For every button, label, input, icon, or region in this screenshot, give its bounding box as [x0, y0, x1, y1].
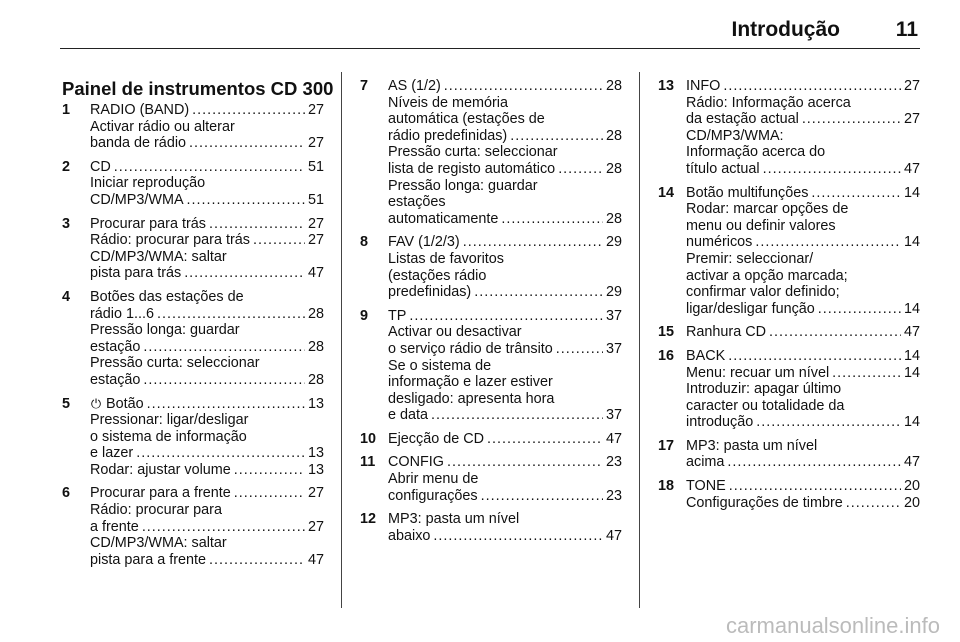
- entry-line: [686, 478, 920, 495]
- entry-number: 17: [658, 437, 675, 454]
- page-title: Introdução: [731, 18, 840, 41]
- dot-leader: [192, 102, 305, 119]
- entry-line: [388, 391, 622, 408]
- entry-line: [686, 111, 920, 128]
- column-1: [62, 78, 334, 575]
- index-entry: [658, 185, 920, 318]
- page-reference[interactable]: 23: [605, 454, 622, 471]
- dot-leader: [447, 454, 603, 471]
- index-entry: [62, 485, 324, 568]
- entry-number: 1: [62, 102, 71, 118]
- entry-text: Rodar: ajustar volume: [90, 461, 231, 478]
- dot-leader: [143, 339, 305, 356]
- entry-line: [90, 159, 324, 176]
- entry-text: introdução: [686, 414, 754, 431]
- entry-line: [90, 412, 324, 429]
- page-reference[interactable]: 28: [307, 305, 324, 322]
- page-reference[interactable]: 27: [307, 135, 324, 152]
- entry-text: Se o sistema de: [388, 357, 492, 374]
- page-reference[interactable]: 20: [903, 478, 920, 495]
- entry-text: TONE: [686, 478, 726, 495]
- entry-number: 15: [658, 324, 675, 341]
- entry-text: Rádio: Informação acerca: [686, 94, 851, 111]
- entry-text: Ranhura CD: [686, 324, 766, 341]
- entry-text: desligado: apresenta hora: [388, 390, 555, 407]
- entry-text: CD: [90, 158, 111, 175]
- column-divider: [341, 72, 342, 608]
- entry-text: Ejecção de CD: [388, 430, 484, 447]
- entry-line: [388, 308, 622, 325]
- dot-leader: [728, 348, 901, 365]
- dot-leader: [763, 161, 901, 178]
- entry-line: [686, 348, 920, 365]
- page-reference[interactable]: 28: [605, 160, 622, 177]
- dot-leader: [802, 111, 901, 128]
- entry-text: Activar rádio ou alterar: [90, 118, 235, 135]
- entry-line: [90, 462, 324, 479]
- entry-text: (estações rádio: [388, 267, 487, 284]
- entry-line: [90, 102, 324, 119]
- watermark: carmanualsonline.info: [725, 613, 940, 638]
- dot-leader: [253, 232, 305, 249]
- dot-leader: [723, 78, 901, 95]
- page-reference[interactable]: 14: [903, 414, 920, 431]
- dot-leader: [558, 161, 603, 178]
- entry-text: informação e lazer estiver: [388, 374, 553, 391]
- dot-leader: [136, 445, 305, 462]
- page-reference[interactable]: 14: [903, 184, 920, 201]
- index-entry: [62, 289, 324, 389]
- dot-leader: [234, 485, 305, 502]
- dot-leader: [189, 135, 305, 152]
- dot-leader: [433, 528, 603, 545]
- entry-line: [90, 535, 324, 552]
- entry-line: [686, 495, 920, 512]
- dot-leader: [769, 324, 901, 341]
- entry-number: 2: [62, 158, 71, 175]
- entry-line: [686, 454, 920, 471]
- index-entry: [658, 478, 920, 511]
- entry-text: configurações: [388, 487, 478, 504]
- entry-line: [686, 95, 920, 112]
- entry-line: [686, 185, 920, 202]
- page-reference[interactable]: 27: [903, 78, 920, 94]
- dot-leader: [444, 78, 603, 95]
- entry-text: Pressão curta: seleccionar: [388, 144, 558, 161]
- index-entry: [62, 102, 324, 152]
- page-reference[interactable]: 23: [605, 487, 622, 504]
- page-reference[interactable]: 13: [307, 461, 324, 478]
- index-entry: [360, 78, 622, 227]
- entry-text: automática (estações de: [388, 111, 545, 128]
- entry-line: [686, 301, 920, 318]
- index-entry: [658, 348, 920, 431]
- entry-line: [686, 218, 920, 235]
- entry-text: caracter ou totalidade da: [686, 397, 845, 414]
- index-entry: [360, 454, 622, 504]
- entry-line: [90, 265, 324, 282]
- page-reference[interactable]: 47: [903, 160, 920, 177]
- entry-text: FAV (1/2/3): [388, 234, 460, 251]
- page-reference[interactable]: 27: [307, 232, 324, 249]
- entry-line: [90, 192, 324, 209]
- entry-line: [90, 135, 324, 152]
- page-reference[interactable]: 14: [903, 364, 920, 381]
- entry-text: banda de rádio: [90, 135, 187, 152]
- entry-text: Rodar: marcar opções de: [686, 201, 849, 218]
- index-entry: [360, 511, 622, 544]
- index-entry: [360, 308, 622, 424]
- entry-line: [388, 78, 622, 95]
- dot-leader: [184, 265, 305, 282]
- entry-text: automaticamente: [388, 210, 499, 227]
- entry-line: [686, 251, 920, 268]
- entry-text: BACK: [686, 347, 726, 364]
- dot-leader: [142, 519, 305, 536]
- entry-line: [90, 322, 324, 339]
- entry-line: [90, 355, 324, 372]
- entry-text: acima: [686, 454, 725, 471]
- page-reference[interactable]: 28: [605, 78, 622, 94]
- dot-leader: [187, 192, 305, 209]
- dot-leader: [157, 306, 305, 323]
- page-reference[interactable]: 27: [307, 102, 324, 118]
- entry-text: e data: [388, 407, 429, 424]
- dot-leader: [846, 495, 901, 512]
- page-reference[interactable]: 47: [903, 454, 920, 471]
- dot-leader: [143, 372, 305, 389]
- entry-line: [388, 407, 622, 424]
- entry-number: 12: [360, 511, 377, 528]
- entry-line: [388, 95, 622, 112]
- entry-line: [388, 374, 622, 391]
- section-title: Painel de instrumentos CD 300: [62, 78, 334, 99]
- entry-number: 18: [658, 478, 675, 495]
- entry-text: Procurar para trás: [90, 215, 206, 232]
- entry-line: [388, 194, 622, 211]
- page-reference[interactable]: 13: [307, 395, 324, 412]
- entry-line: [388, 284, 622, 301]
- entry-number: 14: [658, 184, 675, 201]
- entry-line: [388, 324, 622, 341]
- entry-text: Introduzir: apagar último: [686, 381, 842, 398]
- entry-text: predefinidas): [388, 284, 472, 301]
- page-reference[interactable]: 51: [307, 191, 324, 208]
- entry-number: 4: [62, 288, 71, 305]
- page-reference[interactable]: 27: [307, 518, 324, 535]
- entry-text: Premir: seleccionar/: [686, 250, 814, 267]
- entry-text: estação: [90, 338, 141, 355]
- entry-text: CD/MP3/WMA: saltar: [90, 535, 227, 552]
- index-entry: [658, 438, 920, 471]
- entry-line: [686, 381, 920, 398]
- entry-text: Pressão longa: guardar: [90, 322, 240, 339]
- entry-line: [90, 519, 324, 536]
- page-number: 11: [895, 18, 918, 41]
- dot-leader: [487, 431, 603, 448]
- entry-number: 10: [360, 430, 377, 447]
- page-reference[interactable]: 28: [307, 371, 324, 388]
- entry-text: Botão multifunções: [686, 184, 809, 201]
- page-reference[interactable]: 29: [605, 234, 622, 251]
- entry-text: numéricos: [686, 234, 753, 251]
- entry-text: Botões das estações de: [90, 288, 244, 305]
- entry-text: activar a opção marcada;: [686, 267, 848, 284]
- entry-line: [388, 488, 622, 505]
- entry-line: [388, 358, 622, 375]
- entry-text: ligar/desligar função: [686, 300, 815, 317]
- index-entry: [360, 431, 622, 448]
- dot-leader: [501, 211, 603, 228]
- entry-number: 11: [360, 454, 376, 471]
- entry-text: a frente: [90, 518, 139, 535]
- dot-leader: [234, 462, 305, 479]
- entry-text: o serviço rádio de trânsito: [388, 340, 553, 357]
- dot-leader: [474, 284, 603, 301]
- entry-line: [388, 471, 622, 488]
- page-reference[interactable]: 28: [307, 338, 324, 355]
- entry-line: [90, 306, 324, 323]
- entry-line: [686, 78, 920, 95]
- entry-line: [90, 216, 324, 233]
- page-reference[interactable]: 20: [903, 494, 920, 511]
- entry-line: [90, 289, 324, 306]
- entry-number: 5: [62, 395, 71, 412]
- entry-text: Pressão curta: seleccionar: [90, 355, 260, 372]
- entry-text: Listas de favoritos: [388, 250, 504, 267]
- dot-leader: [811, 185, 901, 202]
- entry-text: título actual: [686, 160, 760, 177]
- page-reference[interactable]: 37: [605, 407, 622, 424]
- page-reference[interactable]: 14: [903, 347, 920, 364]
- page-reference[interactable]: 37: [605, 307, 622, 324]
- entry-text: da estação actual: [686, 111, 799, 128]
- dot-leader: [209, 216, 305, 233]
- entry-text: pista para trás: [90, 265, 182, 282]
- entry-text: rádio 1...6: [90, 305, 154, 322]
- entry-text: MP3: pasta um nível: [388, 511, 520, 528]
- entry-text: abaixo: [388, 527, 431, 544]
- index-entry: [62, 159, 324, 209]
- entry-text: CD/MP3/WMA: [90, 191, 184, 208]
- index-entry: [360, 234, 622, 300]
- entry-number: 9: [360, 307, 369, 324]
- entry-number: 13: [658, 78, 675, 94]
- entry-text: Informação acerca do: [686, 144, 826, 161]
- entry-number: 3: [62, 215, 71, 232]
- page-reference[interactable]: 47: [605, 527, 622, 544]
- entry-text: CD/MP3/WMA: saltar: [90, 248, 227, 265]
- entry-text: estação: [90, 371, 141, 388]
- entry-text: e lazer: [90, 445, 134, 462]
- dot-leader: [431, 407, 603, 424]
- entry-line: [388, 178, 622, 195]
- entry-text: CONFIG: [388, 454, 444, 471]
- dot-leader: [209, 552, 305, 569]
- entry-number: 8: [360, 234, 369, 251]
- entry-line: [686, 144, 920, 161]
- entry-line: [388, 341, 622, 358]
- dot-leader: [756, 414, 901, 431]
- entry-text: Configurações de timbre: [686, 494, 843, 511]
- entry-line: [388, 234, 622, 251]
- dot-leader: [832, 365, 901, 382]
- entry-line: [90, 445, 324, 462]
- entry-line: [686, 234, 920, 251]
- entry-text: Pressão longa: guardar: [388, 177, 538, 194]
- entry-line: [388, 511, 622, 528]
- entry-text: Activar ou desactivar: [388, 324, 522, 341]
- dot-leader: [818, 301, 901, 318]
- entry-line: [90, 232, 324, 249]
- page-reference[interactable]: 14: [903, 234, 920, 251]
- entry-line: [90, 372, 324, 389]
- page-reference[interactable]: 27: [903, 111, 920, 128]
- entry-text: AS (1/2): [388, 78, 441, 94]
- page-header: [60, 14, 920, 49]
- entry-line: [686, 201, 920, 218]
- entry-line: [388, 161, 622, 178]
- entry-line: [90, 502, 324, 519]
- page-reference[interactable]: 27: [307, 485, 324, 502]
- entry-text: lista de registo automático: [388, 160, 556, 177]
- entry-number: 16: [658, 347, 675, 364]
- dot-leader: [727, 454, 901, 471]
- page-reference[interactable]: 47: [903, 324, 920, 341]
- page-reference[interactable]: 51: [307, 158, 324, 175]
- entry-line: [90, 552, 324, 569]
- page-reference[interactable]: 13: [307, 445, 324, 462]
- entry-text: MP3: pasta um nível: [686, 437, 818, 454]
- entry-text: Rádio: procurar para: [90, 502, 222, 519]
- entry-line: [686, 414, 920, 431]
- entry-text: TP: [388, 307, 407, 324]
- page-reference[interactable]: 28: [605, 210, 622, 227]
- entry-line: [388, 431, 622, 448]
- entry-text: confirmar valor definido;: [686, 284, 840, 301]
- dot-leader: [409, 308, 603, 325]
- column-2: [360, 78, 622, 551]
- entry-line: [686, 128, 920, 145]
- entry-line: [388, 251, 622, 268]
- page-reference[interactable]: 37: [605, 340, 622, 357]
- page-reference[interactable]: 47: [307, 551, 324, 568]
- entry-line: [388, 128, 622, 145]
- entry-line: [90, 119, 324, 136]
- index-entry: [62, 396, 324, 479]
- entry-line: [388, 111, 622, 128]
- entry-text: RADIO (BAND): [90, 102, 190, 118]
- entry-text: Menu: recuar um nível: [686, 364, 830, 381]
- dot-leader: [147, 396, 305, 413]
- entry-text: INFO: [686, 78, 721, 94]
- entry-text: Rádio: procurar para trás: [90, 232, 250, 249]
- entry-line: [388, 454, 622, 471]
- entry-number: 7: [360, 78, 369, 94]
- entry-text: rádio predefinidas): [388, 127, 508, 144]
- page-reference[interactable]: 27: [307, 215, 324, 232]
- entry-line: [686, 324, 920, 341]
- entry-line: [686, 438, 920, 455]
- entry-number: 6: [62, 485, 71, 502]
- index-entry: [658, 324, 920, 341]
- dot-leader: [755, 234, 901, 251]
- entry-line: [686, 161, 920, 178]
- entry-text: Pressionar: ligar/desligar: [90, 412, 249, 429]
- entry-line: [686, 398, 920, 415]
- entry-line: [686, 284, 920, 301]
- entry-line: [90, 396, 324, 413]
- page-reference[interactable]: 29: [605, 284, 622, 301]
- dot-leader: [481, 488, 603, 505]
- dot-leader: [510, 128, 603, 145]
- dot-leader: [463, 234, 603, 251]
- entry-line: [90, 429, 324, 446]
- dot-leader: [556, 341, 603, 358]
- entry-text: Procurar para a frente: [90, 485, 231, 502]
- column-3: [658, 78, 920, 518]
- page-reference[interactable]: 47: [307, 265, 324, 282]
- entry-text: CD/MP3/WMA:: [686, 127, 784, 144]
- entry-line: [388, 211, 622, 228]
- entry-line: [90, 249, 324, 266]
- dot-leader: [114, 159, 305, 176]
- entry-text: o sistema de informação: [90, 428, 247, 445]
- entry-text: Níveis de memória: [388, 94, 508, 111]
- page-reference[interactable]: 47: [605, 430, 622, 447]
- entry-text: pista para a frente: [90, 551, 206, 568]
- page-reference[interactable]: 14: [903, 300, 920, 317]
- entry-line: [686, 365, 920, 382]
- power-icon: ⏻: [90, 395, 102, 411]
- entry-text: Abrir menu de: [388, 471, 479, 488]
- dot-leader: [729, 478, 901, 495]
- entry-line: [686, 268, 920, 285]
- entry-text: Botão: [106, 395, 144, 412]
- entry-line: [90, 339, 324, 356]
- column-divider: [639, 72, 640, 608]
- entry-text: Iniciar reprodução: [90, 175, 206, 192]
- entry-line: [388, 144, 622, 161]
- entry-line: [90, 485, 324, 502]
- page-reference[interactable]: 28: [605, 127, 622, 144]
- entry-text: estações: [388, 194, 446, 211]
- index-entry: [658, 78, 920, 178]
- entry-text: menu ou definir valores: [686, 217, 836, 234]
- index-entry: [62, 216, 324, 282]
- entry-line: [388, 528, 622, 545]
- entry-line: [90, 175, 324, 192]
- entry-line: [388, 268, 622, 285]
